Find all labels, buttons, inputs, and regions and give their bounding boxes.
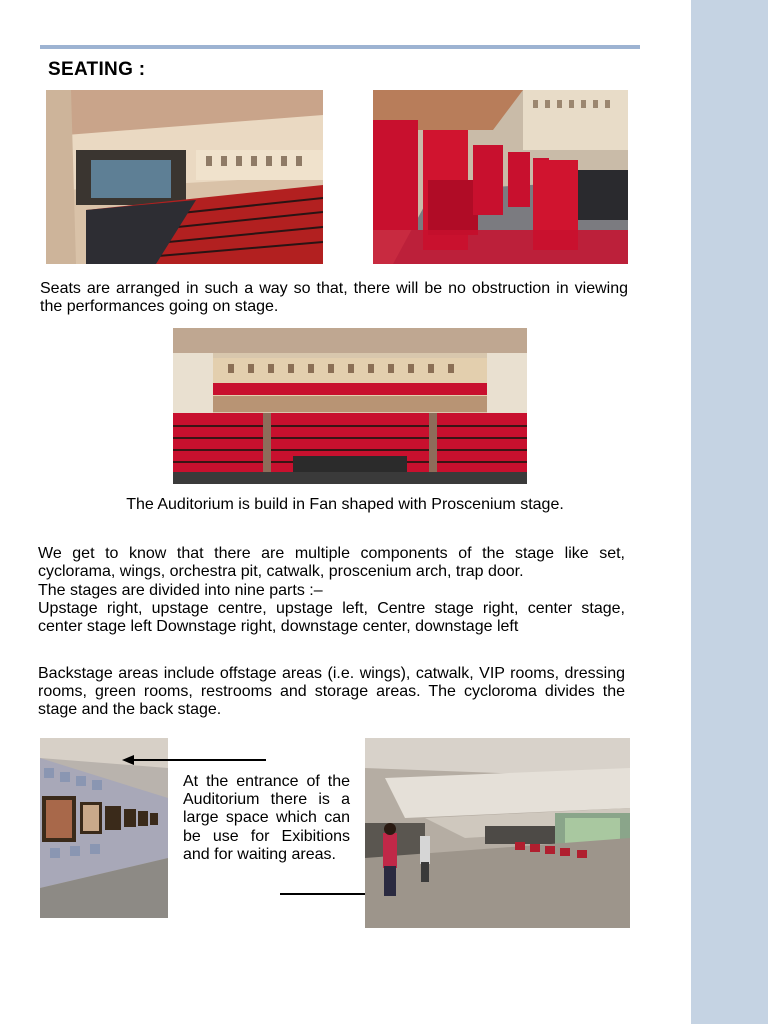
side-band <box>691 0 768 1024</box>
auditorium-caption: The Auditorium is build in Fan shaped with Proscenium stage. <box>126 496 564 513</box>
seating-description: Seats are arranged in such a way so that, there will be no obstruction in viewing the performances going on stage. <box>40 280 628 315</box>
auditorium-panorama-photo <box>173 328 527 484</box>
foyer-waiting-area-photo <box>365 738 630 928</box>
stage-components-text: We get to know that there are multiple components of the stage like set, cyclorama, wings, orchestra pit, catwalk, proscenium arch, trap door. <box>38 545 625 580</box>
backstage-description: Backstage areas include offstage areas (i.e. wings), catwalk, VIP rooms, dressing rooms, green rooms, restrooms and storage areas. The cycloroma divides the stage and the back stage. <box>38 665 625 718</box>
top-rule <box>40 45 640 49</box>
section-heading: SEATING : <box>48 59 146 80</box>
arrow-left-icon <box>120 752 268 768</box>
stage-parts-intro: The stages are divided into nine parts :– <box>38 582 323 599</box>
entrance-description: At the entrance of the Auditorium there is a large space which can be use for Exibitions and for waiting areas. <box>183 773 350 863</box>
red-seats-photo <box>373 90 628 264</box>
stage-parts-list: Upstage right, upstage centre, upstage left, Centre stage right, center stage, center stage left Downstage right, downstage center, downstage left <box>38 600 625 635</box>
auditorium-interior-photo <box>46 90 323 264</box>
